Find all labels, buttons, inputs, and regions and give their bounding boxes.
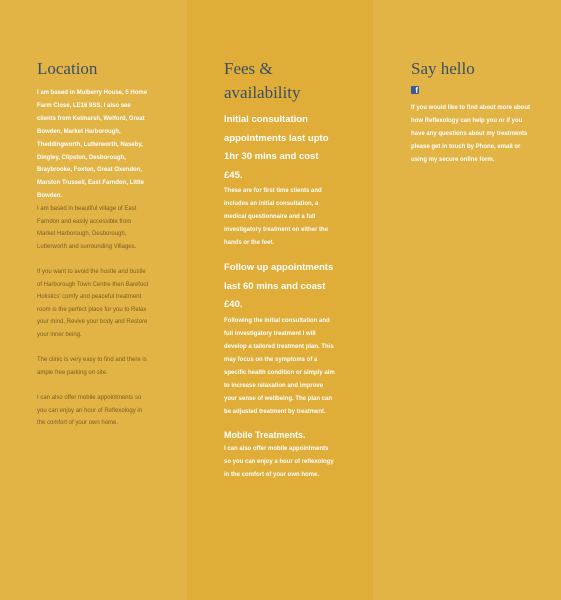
fees-block-title: Mobile Treatments.: [224, 429, 306, 440]
location-address: I am based in Mulberry House, 5 Home Farm Close, LE16 8SS. I also see clients from Kelmarsh, Welford, Great Bowden, Market Harborough, Theddingworth, Lutterworth, Naseby, Dingley, Clipston, Desborough, Braybrooke, Foxton, Great Oxendon, Marston Trussell, East Farndon, Little Bowden.: [37, 90, 148, 200]
location-paragraph: If you want to avoid the hustle and bustle of Harborough Town Centre then Barefoot Holistics' comfy and peaceful treatment room is the perfect place for you to Relax your mind, Revive your body and Restore your inner being.: [37, 269, 149, 338]
say-hello-text: If you would like to find about more about how Reflexology can help you or if you have any questions about my treatments please get in touch by Phone, email or using my secure online form.: [411, 105, 530, 163]
facebook-icon[interactable]: [411, 86, 419, 94]
say-hello-column: [373, 0, 561, 600]
say-hello-heading: Say hello: [411, 59, 475, 78]
fees-block-initial: [224, 111, 337, 250]
spacer: [37, 341, 150, 354]
spacer: [37, 253, 150, 266]
location-paragraph: I can also offer mobile appointments so you can enjoy an hour of Reflexology in the comfort of your own home.: [37, 395, 143, 427]
fees-block-title: Initial consultation appointments last upto 1hr 30 mins and cost £45.: [224, 114, 329, 181]
fees-block-text: I can also offer mobile appointments so you can enjoy a hour of reflexology in the comfort of your own home.: [224, 445, 334, 478]
fees-column: [187, 0, 373, 600]
location-column: [0, 0, 187, 600]
fees-block-text: Following the initial consultation and full investigatory treatment I will develop a tailored treatment plan. This may focus on the symptoms of a specific health condition or simply aim to increase relaxation and improve your sense of wellbeing. The plan can be adjusted treatment by treatment.: [224, 317, 335, 415]
fees-block-text: These are for first time clients and includes an initial consultation, a medical questionnaire and a full investigatory treatment on either the hands or the feet.: [224, 188, 329, 246]
fees-block-follow-up: [224, 259, 337, 419]
spacer: [37, 379, 150, 392]
facebook-icon-glyph: f: [415, 86, 418, 95]
fees-block-title: Follow up appointments last 60 mins and coast £40.: [224, 262, 334, 310]
location-paragraph: The clinic is very easy to find and there is ample free parking on site.: [37, 357, 147, 376]
location-paragraph: I am based in beautiful village of East Farndon and easily accessible from Market Harborough, Desborough, Lutterworth and surrounding Villages.: [37, 206, 137, 250]
fees-heading: Fees & availability: [224, 59, 301, 102]
fees-block-mobile: [224, 428, 337, 482]
location-heading: Location: [37, 59, 98, 78]
